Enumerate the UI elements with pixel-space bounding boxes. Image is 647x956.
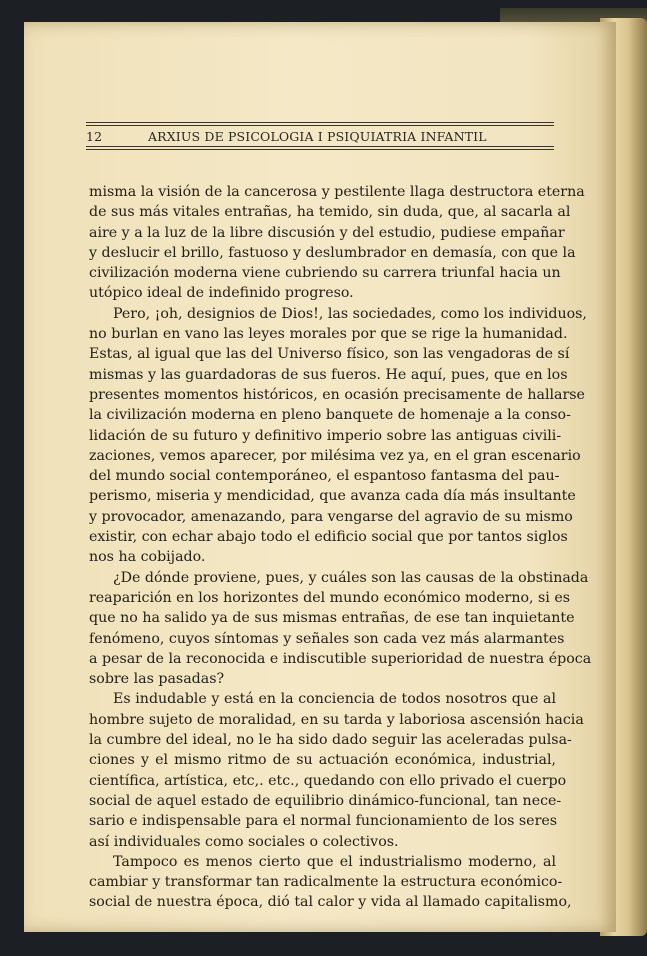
text-line: fenómeno, cuyos síntomas y señales son cada vez más alarmantes (89, 630, 565, 647)
text-line: de sus más vitales entrañas, ha temido, sin duda, que, al sacarla al (89, 204, 571, 221)
text-line: ¿De dónde proviene, pues, y cuáles son las causas de la obstinada (113, 569, 589, 586)
header-rule-top-inner (86, 125, 554, 126)
body-text (89, 182, 592, 913)
text-line: reaparición en los horizontes del mundo económico moderno, si es (89, 589, 571, 606)
text-line: ciones y el mismo ritmo de su actuación económica, industrial, (89, 752, 556, 769)
text-line: zaciones, vemos aparecer, por milésima vez ya, en el gran escenario (89, 447, 581, 464)
text-line: lidación de su futuro y definitivo imperio sobre las antiguas civili- (89, 427, 562, 444)
text-line: Pero, ¡oh, designios de Dios!, las sociedades, como los individuos, (113, 305, 587, 322)
header-rule-top (86, 122, 554, 123)
text-line: la civilización moderna en pleno banquete de homenaje a la conso- (89, 407, 571, 424)
text-line: social de aquel estado de equilibrio dinámico-funcional, tan nece- (89, 792, 562, 809)
text-line: civilización moderna viene cubriendo su carrera triunfal hacia un (89, 265, 561, 282)
text-line: del mundo social contemporáneo, el espantoso fantasma del pau- (89, 468, 560, 485)
text-line: y deslucir el brillo, fastuoso y deslumbrador en demasía, con que la (89, 244, 576, 261)
text-line: utópico ideal de indefinido progreso. (89, 285, 354, 302)
page-number: 12 (86, 129, 103, 144)
text-line: sobre las pasadas? (89, 671, 225, 688)
text-line: Es indudable y está en la conciencia de todos nosotros que al (113, 691, 556, 708)
text-line: misma la visión de la cancerosa y pestilente llaga destructora eterna (89, 184, 585, 200)
text-line: la cumbre del ideal, no le ha sido dado seguir las aceleradas pulsa- (89, 732, 572, 749)
text-line: hombre sujeto de moralidad, en su tarda y laboriosa ascensión hacia (89, 711, 584, 728)
text-line: que no ha salido ya de sus mismas entrañas, de ese tan inquietante (89, 610, 575, 627)
text-line: perismo, miseria y mendicidad, que avanza cada día más insultante (89, 488, 576, 505)
text-line: no burlan en vano las leyes morales por que se rige la humanidad. (89, 326, 568, 343)
text-line: científica, artística, etc,. etc., quedando con ello privado el cuerpo (89, 772, 567, 789)
text-line: a pesar de la reconocida e indiscutible superioridad de nuestra época (89, 650, 592, 667)
text-line: existir, con echar abajo todo el edificio social que por tantos siglos (89, 529, 568, 546)
text-line: social de nuestra época, dió tal calor y vida al llamado capitalismo, (89, 894, 572, 911)
text-line: presentes momentos históricos, en ocasión precisamente de hallarse (89, 386, 585, 403)
text-line: cambiar y transformar tan radicalmente la estructura económico- (89, 874, 563, 891)
header-rule-bottom (86, 149, 554, 150)
running-title: ARXIUS DE PSICOLOGIA I PSIQUIATRIA INFANTIL (148, 129, 487, 144)
page-header (86, 122, 554, 150)
text-line: así individuales como sociales o colectivos. (89, 833, 399, 850)
text-line: sario e indispensable para el normal funcionamiento de los seres (89, 813, 558, 830)
text-line: Tampoco es menos cierto que el industrialismo moderno, al (113, 853, 556, 870)
header-rule-bottom-inner (86, 146, 554, 147)
text-line: Estas, al igual que las del Universo físico, son las vengadoras de sí (89, 346, 570, 363)
text-line: aire y a la luz de la libre discusión y del estudio, pudiese empañar (89, 224, 565, 241)
text-line: nos ha cobijado. (89, 549, 206, 566)
text-line: mismas y las guardadoras de sus fueros. He aquí, pues, que en los (89, 366, 568, 383)
text-line: y provocador, amenazando, para vengarse del agravio de su mismo (89, 508, 573, 525)
